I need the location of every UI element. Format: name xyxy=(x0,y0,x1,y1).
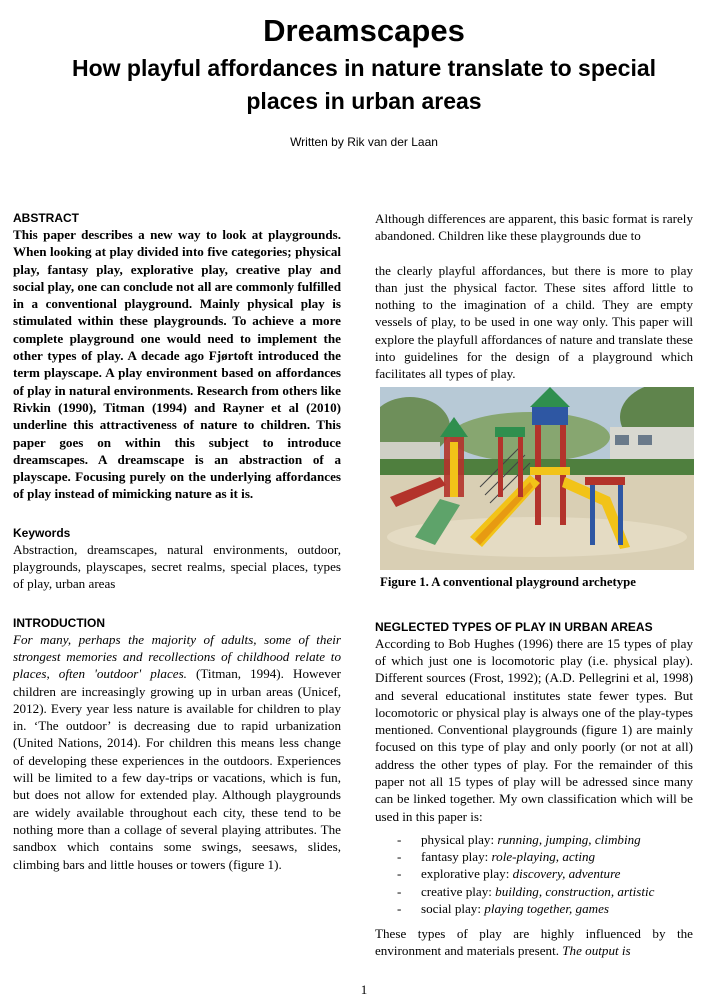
neglected-closing: These types of play are highly influenced by the environment and materials present. The output is xyxy=(375,925,693,959)
playground-illustration xyxy=(380,387,694,570)
list-item: - fantasy play: role-playing, acting xyxy=(397,849,596,865)
list-item: - social play: playing together, games xyxy=(397,900,610,916)
paper-subtitle: How playful affordances in nature translate to special places in urban areas xyxy=(71,55,657,114)
right-paragraph-1: Although differences are apparent, this basic format is rarely abandoned. Children like these playgrounds due to xyxy=(375,211,693,244)
left-column xyxy=(13,210,341,873)
neglected-heading: NEGLECTED TYPES OF PLAY IN URBAN AREAS xyxy=(375,619,653,634)
list-item: - creative play: building, construction, artistic xyxy=(397,883,655,899)
author-line: Written by Rik van der Laan xyxy=(290,135,438,149)
play-types-list xyxy=(375,831,693,917)
paper-title: Dreamscapes xyxy=(263,13,465,48)
page-number: 1 xyxy=(360,982,368,997)
introduction-text xyxy=(13,631,341,873)
introduction-body: (Titman, 1994). However children are increasingly growing up in urban areas (Unicef, 2012). Every year less nature is available for children to play in. ‘The outdoor’ is decreasing due to rapid urbanization (United Nations, 2014). For children this means less change of developing these experiences in the outdoors. Experiences will be limited to a few day-trips or vacations, which is fun, but does not allow for extended play. Although playgrounds are widely available throughout each city, these tend to be nothing more than a collage of several playing attributes. The sandbox which contains some swings, seesaws, slides, climbing bars and little houses or towers (figure 1). xyxy=(13,666,341,872)
right-column xyxy=(375,210,693,960)
introduction-quote: For many, perhaps the majority of adults, some of their strongest memories and recollections of childhood relate to places, often 'outdoor' places. xyxy=(13,631,341,682)
list-item: - explorative play: discovery, adventure xyxy=(397,866,621,882)
abstract-heading: ABSTRACT xyxy=(13,211,79,225)
keywords-text: Abstraction, dreamscapes, natural environments, outdoor, playgrounds, playscapes, secret realms, special places, types of play, urban areas xyxy=(13,541,341,592)
list-item: - physical play: running, jumping, climbing xyxy=(397,831,641,847)
figure-caption: Figure 1. A conventional playground archetype xyxy=(380,574,636,589)
introduction-heading: INTRODUCTION xyxy=(13,615,105,630)
keywords-heading: Keywords xyxy=(13,525,71,540)
neglected-text: According to Bob Hughes (1996) there are 15 types of play of which just one is locomotoric play (i.e. physical play). Different sources (Frost, 1992); (A.D. Pellegrini et al, 1998) and several educational institutes state fewer types. But locomotoric or physical play is always one of the play-types mentioned. Conventional playgrounds (figure 1) are mainly focused on this type of play and only poorly (or not at all) address the other types of play. For the remainder of this paper not all 15 types of play will be adressed since many can be linked together. My own classification which will be used in this paper is: xyxy=(375,635,693,824)
right-paragraph-2: the clearly playful affordances, but there is more to play than just the physical factor. These sites afford little to nothing to the imagination of a child. They are empty vessels of play, to be used in one way only. This paper will explore the playfull affordances of nature and translate these into guidelines for the design of a playground which facilitates all types of play. xyxy=(375,262,693,382)
playground-photo xyxy=(380,387,694,570)
abstract-text: This paper describes a new way to look at playgrounds. When looking at play divided into five categories; physical play, fantasy play, explorative play, creative play and social play, one can conclude not all are commonly fulfilled in a conventional playground. Mainly physical play is stimulated within these playgrounds. To achieve a more complete playground one would need to implement the other types of play. A decade ago Fjørtoft introduced the term playscape. A play environment based on affordances of play in natural environments. Research from others like Rivkin (1990), Titman (1994) and Rayner et al (2010) underline this attractiveness of nature to children. This paper goes on within this subject to introduce dreamscapes. A dreamscape is an abstraction of a playscape. Focusing purely on the underlying affordances of play instead of mimicking nature as it is. xyxy=(13,227,341,502)
